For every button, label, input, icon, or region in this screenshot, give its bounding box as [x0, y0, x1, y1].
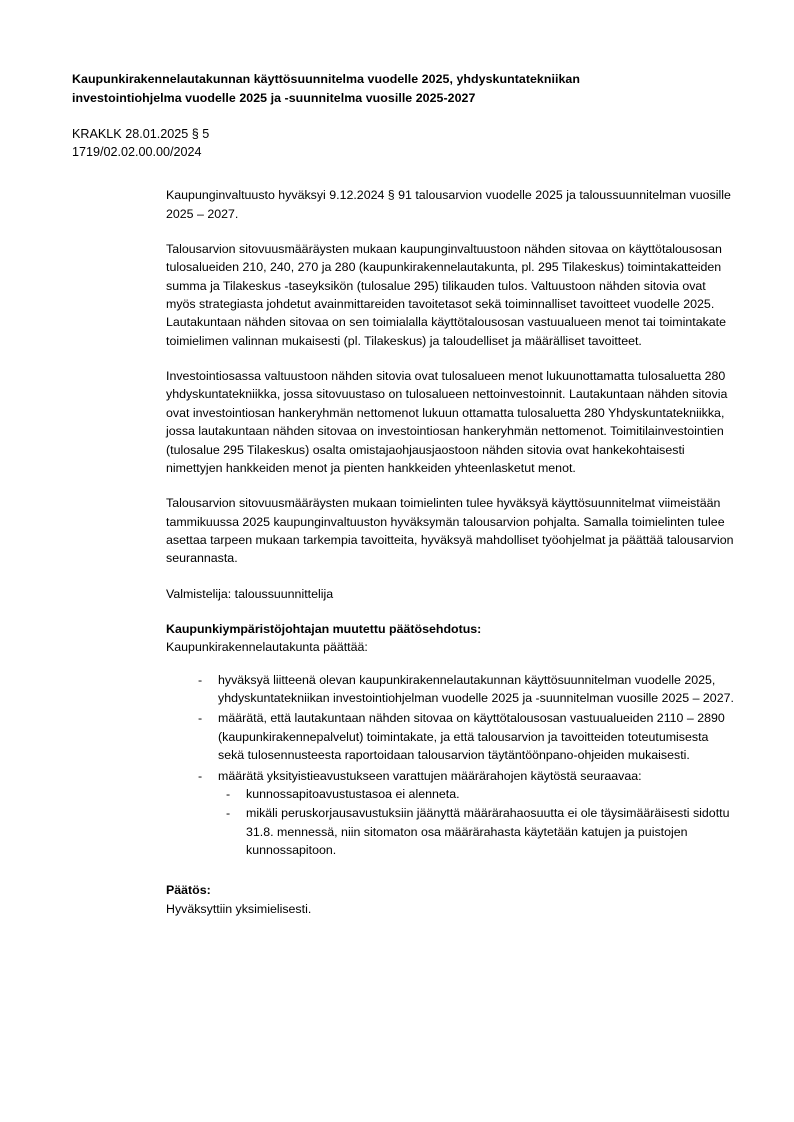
list-item-text: määrätä, että lautakuntaan nähden sitovaa on käyttötalousosan vastuualueiden 2110 – 2890 (kaupunkirakennepalvelut) toimintakate, ja että talousarvion ja tavoitteiden toteutumisesta sekä tulosennusteesta raportoidaan talousarvion täytäntöönpano-ohjeiden mukaisesti.	[218, 711, 725, 763]
list-item	[166, 767, 734, 860]
page-title: Kaupunkirakennelautakunnan käyttösuunnitelma vuodelle 2025, yhdyskuntatekniikan investointiohjelma vuodelle 2025 ja -suunnitelma vuosille 2025-2027	[72, 72, 580, 106]
proposal-heading: Kaupunkiympäristöjohtajan muutettu päätösehdotus:	[166, 622, 482, 637]
dash-bullet-icon: -	[198, 711, 203, 726]
decision-block	[166, 881, 734, 918]
proposal-list	[166, 671, 734, 860]
proposal-sublist	[218, 785, 734, 859]
list-item-text: kunnossapitoavustustasoa ei alenneta.	[246, 786, 460, 801]
paragraph-2: Talousarvion sitovuusmääräysten mukaan kaupunginvaltuustoon nähden sitovaa on käyttötalousosan tulosalueiden 210, 240, 270 ja 280 (kaupunkirakennelautakunta, pl. 295 Tilakeskus) toimintakatteiden summa ja Tilakeskus -taseyksikön (tulosalue 295) tilikauden tulos. Valtuustoon nähden sitovia ovat myös strategiasta johdetut avainmittareiden tavoitetasot sekä toiminnalliset tavoitteet vuodelle 2025. Lautakuntaan nähden sitovaa on sen toimialalla käyttötalousosan vastuualueen menot tai toimintakate toimielimen valinnan mukaisesti (pl. Tilakeskus) ja taloudelliset ja määrälliset tavoitteet.	[166, 241, 727, 348]
dash-bullet-icon: -	[198, 768, 203, 783]
dash-bullet-icon: -	[198, 672, 203, 687]
reference-block	[72, 126, 734, 162]
decision-text: Hyväksyttiin yksimielisesti.	[166, 901, 312, 916]
paragraph-4: Talousarvion sitovuusmääräysten mukaan toimielinten tulee hyväksyä käyttösuunnitelmat viimeistään tammikuussa 2025 kaupunginvaltuuston hyväksymän talousarvion pohjalta. Samalla toimielinten tulee asettaa tarpeen mukaan tarkempia tavoitteita, hyväksyä mahdolliset työohjelmat ja päättää talousarvion seurannasta.	[166, 496, 734, 566]
reference-line-2: 1719/02.02.00.00/2024	[72, 145, 202, 160]
list-item	[218, 804, 734, 859]
list-item	[166, 671, 734, 708]
list-item-text: hyväksyä liitteenä olevan kaupunkirakennelautakunnan käyttösuunnitelman vuodelle 2025, yhdyskuntatekniikan investointiohjelman vuodelle 2025 ja -suunnitelman vuosille 2025 – 2027.	[218, 672, 734, 706]
proposal-intro: Kaupunkirakennelautakunta päättää:	[166, 640, 368, 655]
paragraph-preparer: Valmistelija: taloussuunnittelija	[166, 586, 334, 601]
list-item-text: mikäli peruskorjausavustuksiin jäänyttä määrärahaosuutta ei ole täysimääräisesti sidottu 31.8. mennessä, niin sitomaton osa määrärahasta käytetään katujen ja puistojen kunnossapitoon.	[246, 806, 730, 857]
decision-heading: Päätös:	[166, 883, 211, 898]
paragraph-3: Investointiosassa valtuustoon nähden sitovia ovat tulosalueen menot lukuunottamatta tulosaluetta 280 yhdyskuntatekniikka, jossa sitovuustaso on tulosalueen nettoinvestoinnit. Lautakuntaan nähden sitovia ovat investointiosan hankeryhmän nettomenot lukuun ottamatta tulosaluetta 280 Yhdyskuntatekniikka, jossa lautakuntaan nähden sitovaa on investointiosan hankeryhmän nettomenot. Toimitilainvestointien (tulosalue 295 Tilakeskus) osalta omistajaohjausjaostoon nähden sitovia ovat hankekohtaisesti nimettyjen hankkeiden menot ja pienten hankkeiden yhteenlasketut menot.	[166, 369, 728, 475]
dash-bullet-icon: -	[226, 806, 231, 821]
paragraph-1: Kaupunginvaltuusto hyväksyi 9.12.2024 § 91 talousarvion vuodelle 2025 ja taloussuunnitelman vuosille 2025 – 2027.	[166, 188, 731, 221]
list-item	[218, 785, 734, 803]
dash-bullet-icon: -	[226, 786, 231, 801]
list-item-text: määrätä yksityistieavustukseen varattujen määrärahojen käytöstä seuraavaa:	[218, 768, 642, 783]
reference-line-1: KRAKLK 28.01.2025 § 5	[72, 127, 210, 142]
document-body	[166, 186, 734, 918]
list-item	[166, 709, 734, 764]
